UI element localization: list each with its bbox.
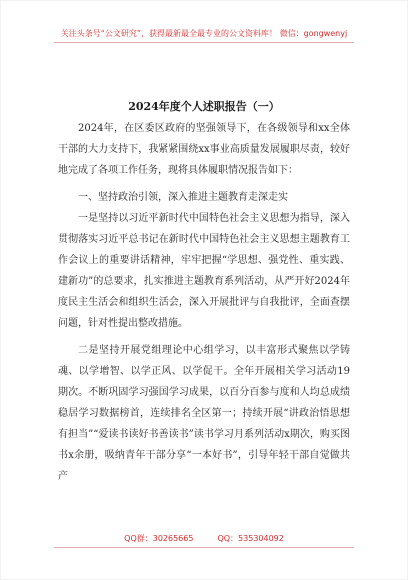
body-paragraph-2: 二是坚持开展党组理论中心组学习，以丰富形式聚焦以学铸魂、以学增智、以学正风、以学促干。全年开展相关学习活动19期次。不断巩固学习强国学习成果，以百分百参与度和人均总成绩稳居学习数据榜首，连续排名全区第一；持续开展“讲政治悟思想有担当”“爱读书读好书善读书”读书学习月系列活动x期次，购买图书x余册，吸纳青年干部分享“一本好书”，引导年轻干部自觉做共产: [58, 345, 350, 482]
body-paragraph-1: 一是坚持以习近平新时代中国特色社会主义思想为指导，深入贯彻落实习近平总书记在新时代中国特色社会主义思想主题教育工作会议上的重要讲话精神，牢牢把握“学思想、强党性、重实践、建新功”的总要求，扎实推进主题教育系列活动，从严开好2024年度民主生活会和组织生活会，深入开展批评与自我批评，全面查摆问题，针对性提出整改措施。: [58, 213, 350, 329]
section-heading: 一、坚持政治引领，深入推进主题教育走深走实: [78, 192, 288, 203]
footer-divider: [54, 547, 354, 548]
document-title: 2024年度个人述职报告（一）: [128, 100, 280, 113]
header-note: 关注头条号“公文研究”，获得最新最全最专业的公文资料库！ 微信：gongwenyj: [60, 29, 348, 38]
intro-paragraph: 2024年，在区委区政府的坚强领导下，在各级领导和xx全体干部的大力支持下，我紧紧围绕xx事业高质量发展履职尽责，较好地完成了各项工作任务，现将具体履职情况报告如下：: [58, 123, 350, 176]
document-body: [58, 118, 350, 487]
header-divider: [54, 42, 354, 43]
footer-note: QQ群：30265665 QQ：535304092: [124, 534, 284, 543]
